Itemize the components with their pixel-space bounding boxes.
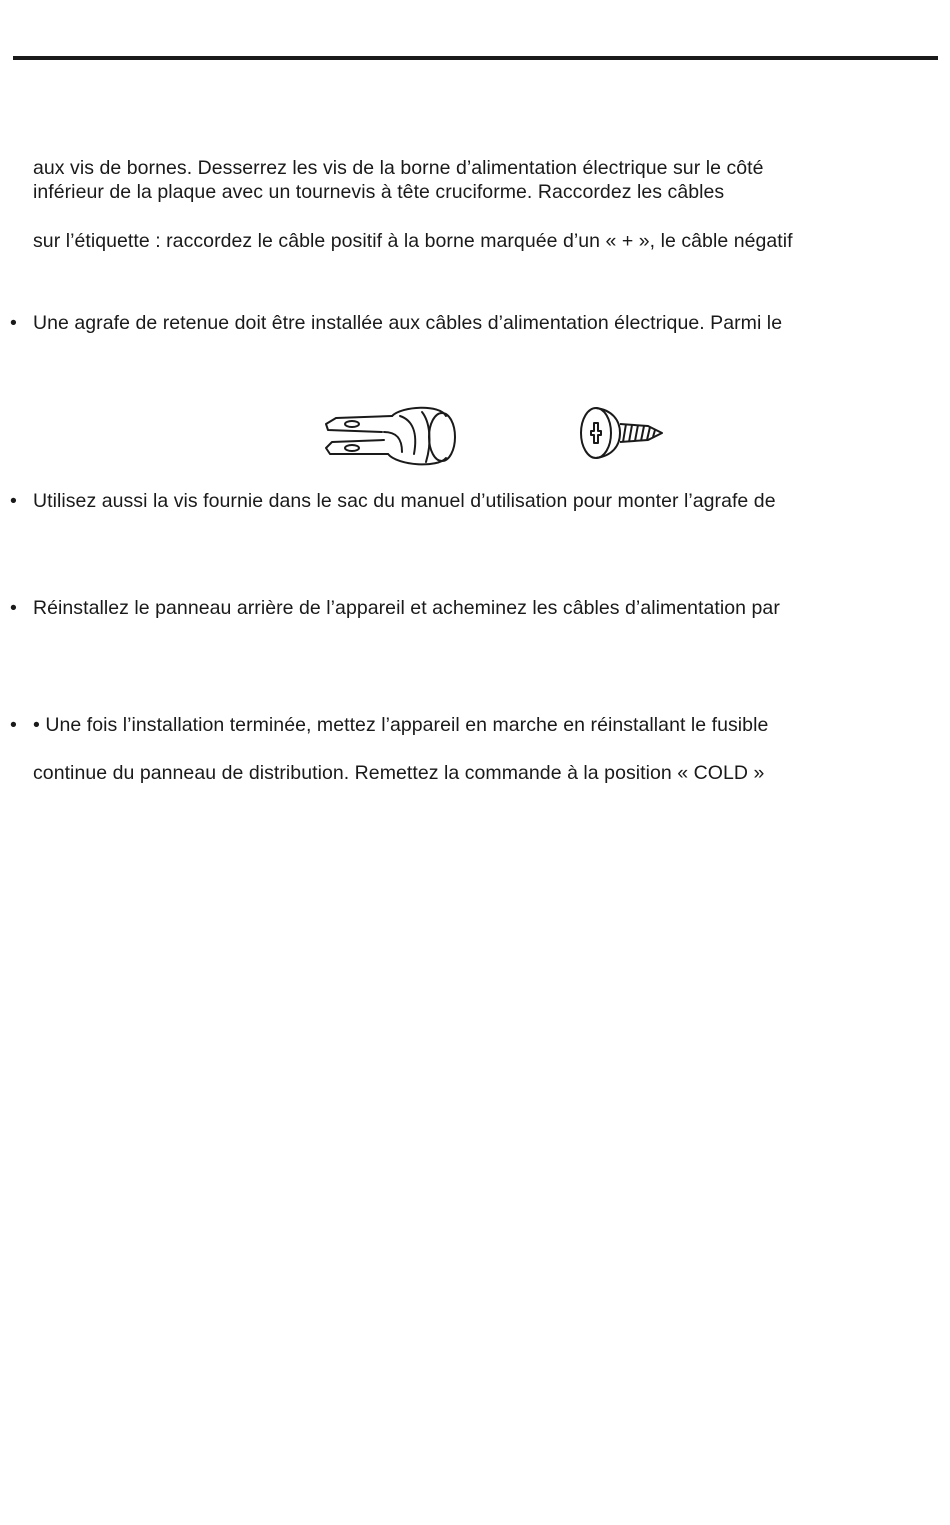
bullet-marker: • <box>10 312 17 334</box>
paragraph-line: inférieur de la plaque avec un tournevis à tête cruciforme. Raccordez les câbles <box>33 181 725 203</box>
phillips-screw-icon <box>578 404 666 464</box>
bullet-text: • Une fois l’installation terminée, mettez l’appareil en marche en réinstallant le fusible <box>33 714 769 736</box>
paragraph-line: aux vis de bornes. Desserrez les vis de la borne d’alimentation électrique sur le côté <box>33 157 764 179</box>
bullet-text: Utilisez aussi la vis fournie dans le sac du manuel d’utilisation pour monter l’agrafe de <box>33 490 776 512</box>
header-rule <box>13 56 938 60</box>
bullet-text: Une agrafe de retenue doit être installée aux câbles d’alimentation électrique. Parmi le <box>33 312 783 334</box>
paragraph-line: sur l’étiquette : raccordez le câble positif à la borne marquée d’un « + », le câble négatif <box>33 230 793 252</box>
paragraph-line: continue du panneau de distribution. Remettez la commande à la position « COLD » <box>33 762 765 784</box>
bullet-marker: • <box>10 597 17 619</box>
retaining-clip-icon <box>322 402 458 468</box>
bullet-marker: • <box>10 490 17 512</box>
bullet-text: Réinstallez le panneau arrière de l’appareil et acheminez les câbles d’alimentation par <box>33 597 780 619</box>
bullet-marker: • <box>10 714 17 736</box>
